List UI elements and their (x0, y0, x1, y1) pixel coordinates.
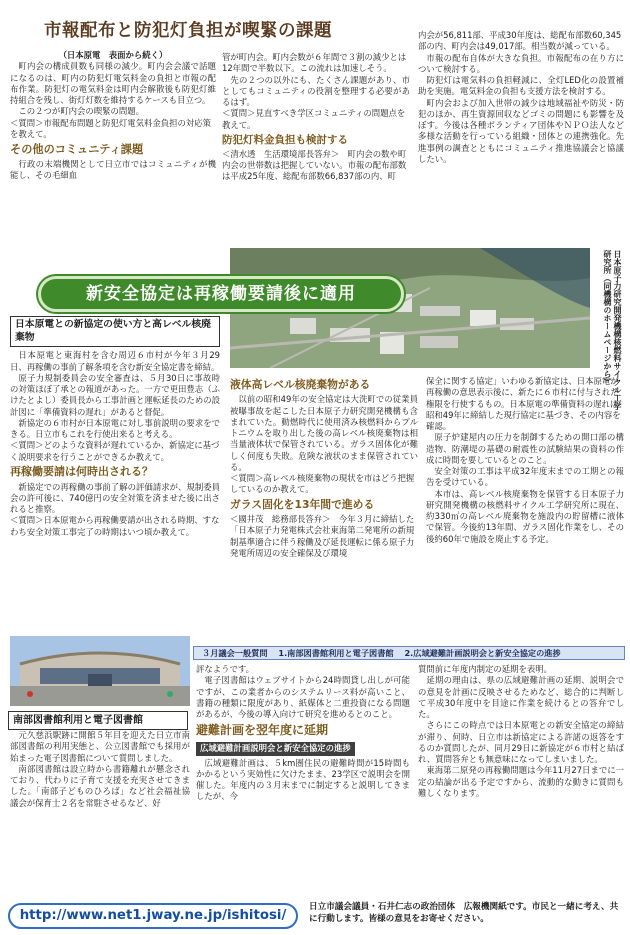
top-column-3 (418, 30, 624, 264)
photo-caption: 日本原子力研究開発機構核燃料サイクル工学研究所（同機構のホームページから） (603, 250, 622, 410)
paragraph: 市報の配布自体が大きな負担。市報配布の在り方について検討する。 (418, 52, 624, 74)
paragraph: 管が町内会。町内会数が６年間で３割の減少とは12年間で半数以下。この流れは加速しそう。 (222, 52, 407, 74)
bar-item-1: 1.南部図書館利用と電子図書館 (278, 648, 394, 658)
footer-text: 日立市議会議員・石井仁志の政治団体 広報機関紙です。市民と一緒に考え、共に行動します。皆様の意見をお寄せください。 (309, 902, 619, 924)
answer: ＜清水透 生活環境部長答弁＞ 町内会の数や町内会の世帯数は把握していない。市報の配布部数は平成25年度、総配布部数66,837部の内、町 (222, 148, 407, 182)
paragraph: 元久慈浜駅跡に開館５年目を迎えた日立市南部図書館の利用実態と、公立図書館でも採用が始まった電子図書館について質問しました。 (10, 730, 190, 763)
paragraph: 町内会の構成員数も同様の減少。町内会会議で話題になるのは、町内の防犯灯電気料金の負担と市報の配布作業。防犯灯の電気料金は町内会解散後も防犯灯維持組合を残し、街灯灯数を維持するケースも目立つ。 (10, 61, 216, 105)
paragraph: 質問前に年度内制定の延期を表明。 (418, 664, 552, 674)
paragraph: 本市は、高レベル核廃棄物を保管する日本原子力研究開発機構の核燃料サイクル工学研究所に現在、約330㎥の高レベル廃棄物を施設内の貯留槽に液体で保管。今後約13年間、ガラス固化作業をし、その後約60年で施設を廃止する予定。 (426, 488, 624, 544)
paragraph: 新協定の６市村が日本原電に対し事前説明の要求をできる。日立市もこれを行使出来ると考える。 (10, 417, 220, 440)
top-column-1 (10, 50, 216, 276)
answer: ＜國井茂 総務部長答弁＞ 今年３月に締結した「日本原子力発電株式会社東海第二発電所の新規制基準適合に伴う稼働及び延長運転に係る原子力発電所周辺の安全確保及び環境 (230, 514, 415, 558)
paragraph: 電子図書館はウェブサイトから24時間貸し出しが可能ですが、この業者からのシステムリース料が高いこと、書籍の種類に限度があり、紙媒体と二重投資になる問題があるが、今後の導入向けて研究を進めるとのこと。 (196, 675, 410, 719)
paragraph: 日本原電と東海村を含む周辺６市村が今年３月29日、再稼働の事前了解条項を含む新安全協定書を締結。 (10, 350, 220, 372)
paragraph: 延期の理由は、県の広域避難計画の延期、説明会での意見を計画に反映させるためなど、総合的に判断して平成30年度中を目途に作業を続けるとの答弁でした。 (418, 675, 624, 719)
question: ＜質問＞どのような資料が遅れているか、新協定に基づく説明要求を行うことができるか教えて。 (10, 440, 220, 462)
paragraph: 評なようです。 (196, 664, 254, 674)
section-heading: ガラス固化を13年間で進める (230, 497, 375, 511)
paragraph: 先の２つの以外にも、たくさん課題があり、市としてもコミュニティの役割を整理する必要があるはず。 (222, 74, 410, 107)
paragraph: この２つが町内会の喫緊の問題。 (18, 106, 145, 117)
question: ＜質問＞市報配布問題と防犯灯電気料金負担の対応策を教えて。 (10, 117, 211, 139)
lower-column-3 (426, 376, 624, 642)
section-heading: 再稼働要請は何時出される？ (10, 464, 153, 478)
march-assembly-bar (193, 646, 625, 660)
question: ＜質問＞高レベル核廃棄物の現状を市はどう把握しているのか教えて。 (230, 473, 415, 495)
section-banner: 新安全協定は再稼働要請後に適用 (38, 276, 404, 312)
library-illustration (10, 636, 190, 706)
paragraph: 南部図書館は設立時から書籍離れが懸念されており、代わりに子育て支援を充実させてきました。「南部子どものひろば」など社会福祉協議会が保育士２名を常駐させるなど、好 (10, 763, 190, 808)
paragraph: 内会が56,811部、平成30年度は、総配布部数60,345部の内、町内会は49,017部。相当数が減っている。 (418, 30, 622, 52)
paragraph: 以前の昭和49年の安全協定は大洗町での従業員被曝事故を起こした日本原子力研究開発機構も含まれていた。動燃時代に使用済み核燃料からプルトニウムを取り出した後の高レベル核廃棄物は相当量液体状で保管されている。ガラス固体化が難しく何度も失敗。危険な液状のまま保管されている。 (230, 394, 418, 472)
paragraph: 防犯灯は電気料の負担軽減に、全灯LED化の設置補助を実施。電気料金の負担も支援方法を検討する。 (418, 75, 624, 97)
bar-item-2: 2.広域避難計画説明会と新安全協定の進捗 (404, 648, 561, 658)
section-heading: 液体高レベル核廃棄物がある (230, 378, 371, 391)
paragraph: 東海第二原発の再稼働問題は今年11月27日までに一定の結論が出る予定ですから、流動的な動きに質問も難しくなります。 (418, 765, 624, 798)
subtitle: （日本原電 表面から続く） (58, 50, 168, 60)
question: ＜質問＞見直すべき学区コミュニティの問題点を教えて。 (222, 108, 406, 130)
paragraph: さらにこの時点では日本原電との新安全協定の締結が滞り、何時、日立市は新協定による許諾の返答をするのか質問したが、同月29日に新協定が６市村と結ばれ、質問答弁とも無意味になってしまいました。 (418, 720, 624, 764)
section-tag: 広域避難計画説明会と新安全協定の進捗 (196, 742, 355, 755)
bar-label: ３月議会一般質問 (202, 648, 268, 658)
website-link[interactable]: http://www.net1.jway.ne.jp/ishitosi/ (8, 903, 298, 929)
lower-column-4 (10, 730, 190, 902)
section-heading: 防犯灯料金負担も検討する (222, 133, 348, 146)
lower-column-5 (196, 664, 410, 900)
library-section-title: 南部図書館利用と電子図書館 (8, 711, 188, 730)
paragraph: 新協定での再稼働の事前了解の評価請求が、規制委員会の許可後に、740億円の安全対策を済ませた後に出されると推察。 (10, 481, 220, 515)
question: ＜質問＞日本原電から再稼働要請が出される時期、すなわち安全対策工事完了の時期はいつ頃か教えて。 (10, 515, 220, 537)
section-heading: 避難計画を翌年度に延期 (196, 723, 329, 738)
lower-column-6 (418, 664, 624, 900)
paragraph: 安全対策の工事は平成32年度末までの工期との報告を受けている。 (426, 466, 624, 488)
paragraph: 広域避難計画は、５km圏住民の避難時間が15時間もかかるという実効性に欠けたまま、23学区で説明会を開催した。年度内の３月末までに制定すると説明してきましたが、今 (196, 757, 410, 802)
section-heading: その他のコミュニティ課題 (10, 143, 144, 156)
paragraph: 原子力規制委員会の安全審査は、５月30日に事故時の対策ほぼ了承との報道があった。一方で更田豊志（ふけたとよし）委員長から工事計画と運転延長のための設計図に「準備資料の遅れ」があると督促。 (10, 372, 220, 417)
paragraph: 原子炉建屋内の圧力を制御するための開口部の構造物、防潮堤の基礎の耐震性の試験結果の資料の作成に時間を要しているとのこと。 (426, 432, 624, 465)
lower-column-2 (230, 376, 418, 642)
paragraph: 町内会および加入世帯の減少は地域福祉や防災・防犯のほか、再生資源回収などゴミの問題にも影響を及ぼす。今後は各種ボランティア団体やＮＰＯ法人など多様な活動を行っている組織・団体との連携強化。先進事例の調査とともにコミュニティ推進協議会と協議したい。 (418, 97, 624, 164)
lower-column-1 (10, 316, 220, 642)
paragraph: 保全に関する協定」いわゆる新協定は、日本原電が再稼働の意思表示後に、新たに６市村に付与された権限を行使するもの。日本原電の準備資料の遅れは昭和49年に締結した現行協定に基づき、その内容を確認。 (426, 376, 621, 431)
page-title: 市報配布と防犯灯負担が喫緊の課題 (44, 21, 332, 41)
paragraph: 行政の末端機関として日立市ではコミュニティが機能し、その毛細血 (10, 159, 216, 181)
top-column-2 (222, 52, 410, 276)
section-box-title: 日本原電との新協定の使い方と高レベル核廃棄物 (10, 316, 220, 347)
library-photo (10, 636, 190, 706)
